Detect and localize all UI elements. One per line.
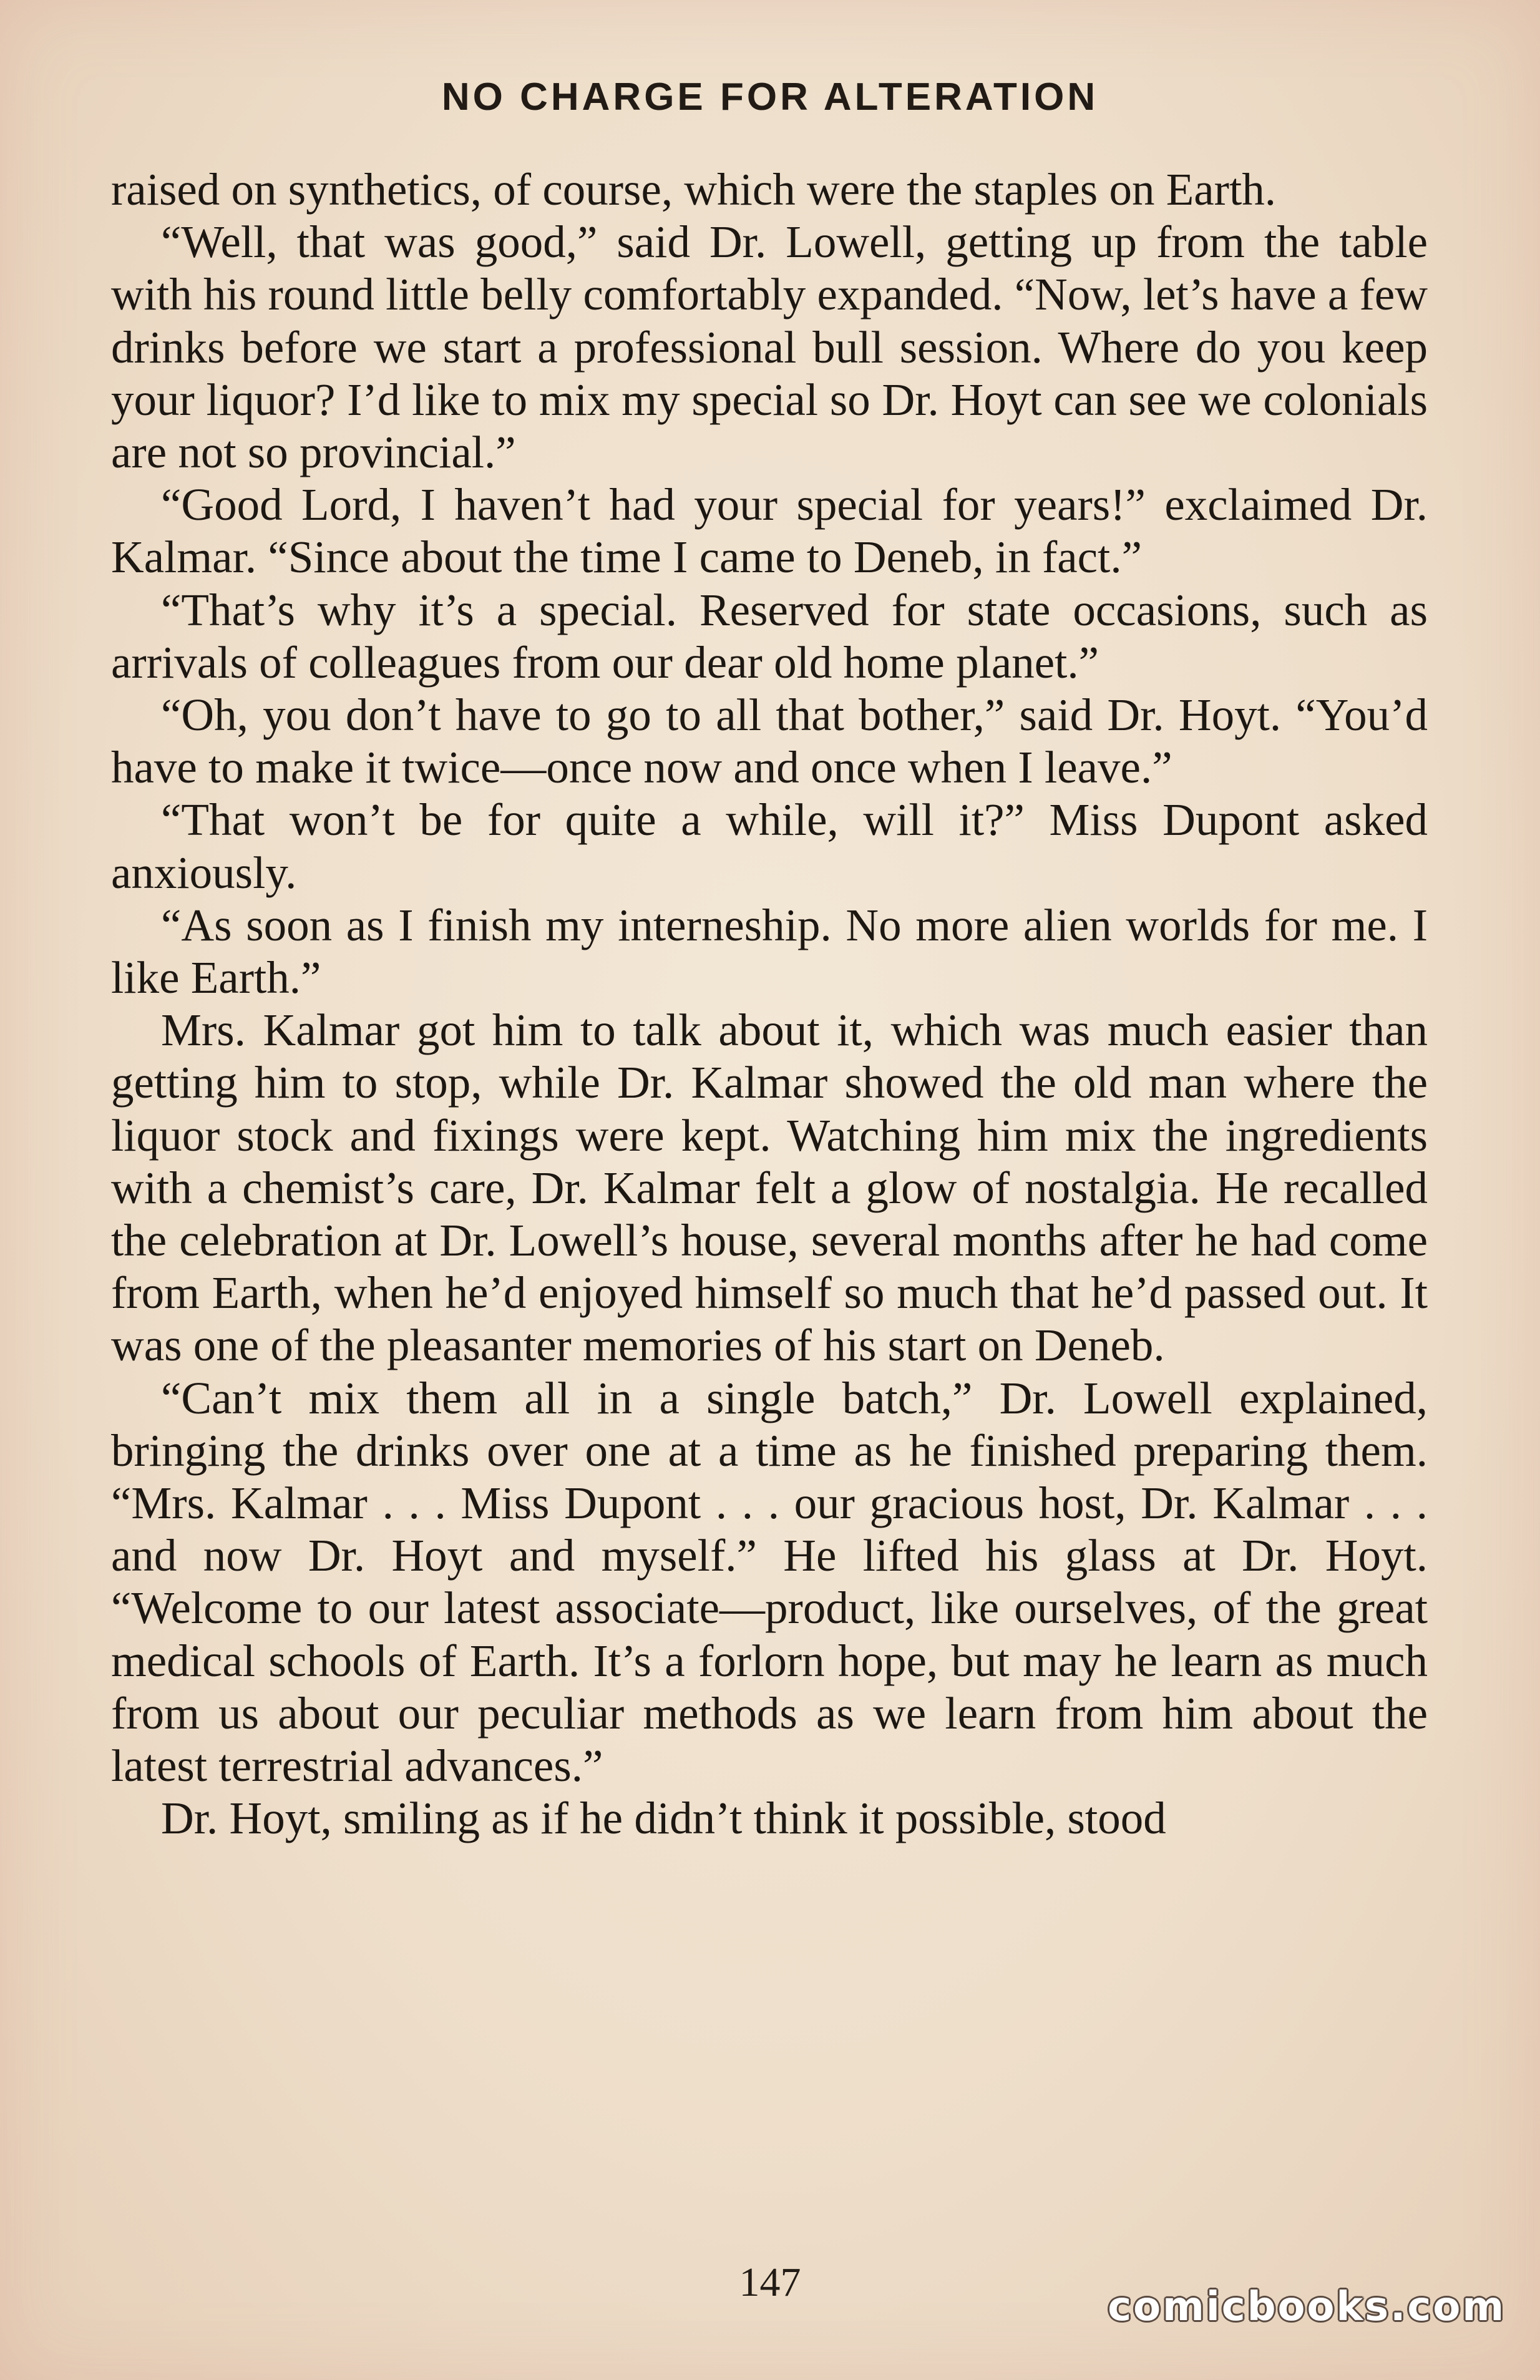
body-text [111, 163, 1428, 1845]
paragraph: Dr. Hoyt, smiling as if he didn’t think it possible, stood [161, 1793, 1166, 1844]
running-head: NO CHARGE FOR ALTERATION [441, 76, 1099, 119]
paragraph: “Can’t mix them all in a single batch,” Dr. Lowell explained, bringing the drinks over one at a time as he finished preparing them. “Mrs. Kalmar . . . Miss Dupont . . . our gracious host, Dr. Kalmar . . . and now Dr. Hoyt and myself.” He lifted his glass at Dr. Hoyt. “Welcome to our latest associate—product, like ourselves, of the great medical schools of Earth. It’s a forlorn hope, but may he learn as much from us about our peculiar methods as we learn from him about the latest terrestrial advances.” [111, 1372, 1428, 1792]
watermark-logo: comicbooks.com [1108, 2284, 1506, 2330]
paragraph: “Good Lord, I haven’t had your special for years!” exclaimed Dr. Kalmar. “Since about the time I came to Deneb, in fact.” [111, 479, 1428, 583]
paragraph: “That’s why it’s a special. Reserved for state occasions, such as arrivals of colleagues from our dear old home planet.” [111, 584, 1428, 688]
paragraph: “Oh, you don’t have to go to all that bother,” said Dr. Hoyt. “You’d have to make it twice—once now and once when I leave.” [111, 690, 1428, 793]
paragraph-continuation: raised on synthetics, of course, which were the staples on Earth. [111, 164, 1277, 215]
paragraph: Mrs. Kalmar got him to talk about it, which was much easier than getting him to stop, while Dr. Kalmar showed the old man where the liquor stock and fixings were kept. Watching him mix the ingredients with a chemist’s care, Dr. Kalmar felt a glow of nostalgia. He recalled the celebration at Dr. Lowell’s house, several months after he had come from Earth, when he’d enjoyed himself so much that he’d passed out. It was one of the pleasanter memories of his start on Deneb. [111, 1005, 1428, 1371]
paragraph: “Well, that was good,” said Dr. Lowell, getting up from the table with his round little belly comfortably expanded. “Now, let’s have a few drinks before we start a professional bull session. Where do you keep your liquor? I’d like to mix my special so Dr. Hoyt can see we colonials are not so provincial.” [111, 217, 1428, 478]
page-number: 147 [739, 2260, 801, 2305]
paragraph: “That won’t be for quite a while, will it?” Miss Dupont asked anxiously. [111, 794, 1428, 898]
paragraph: “As soon as I finish my interneship. No more alien worlds for me. I like Earth.” [111, 899, 1428, 1003]
